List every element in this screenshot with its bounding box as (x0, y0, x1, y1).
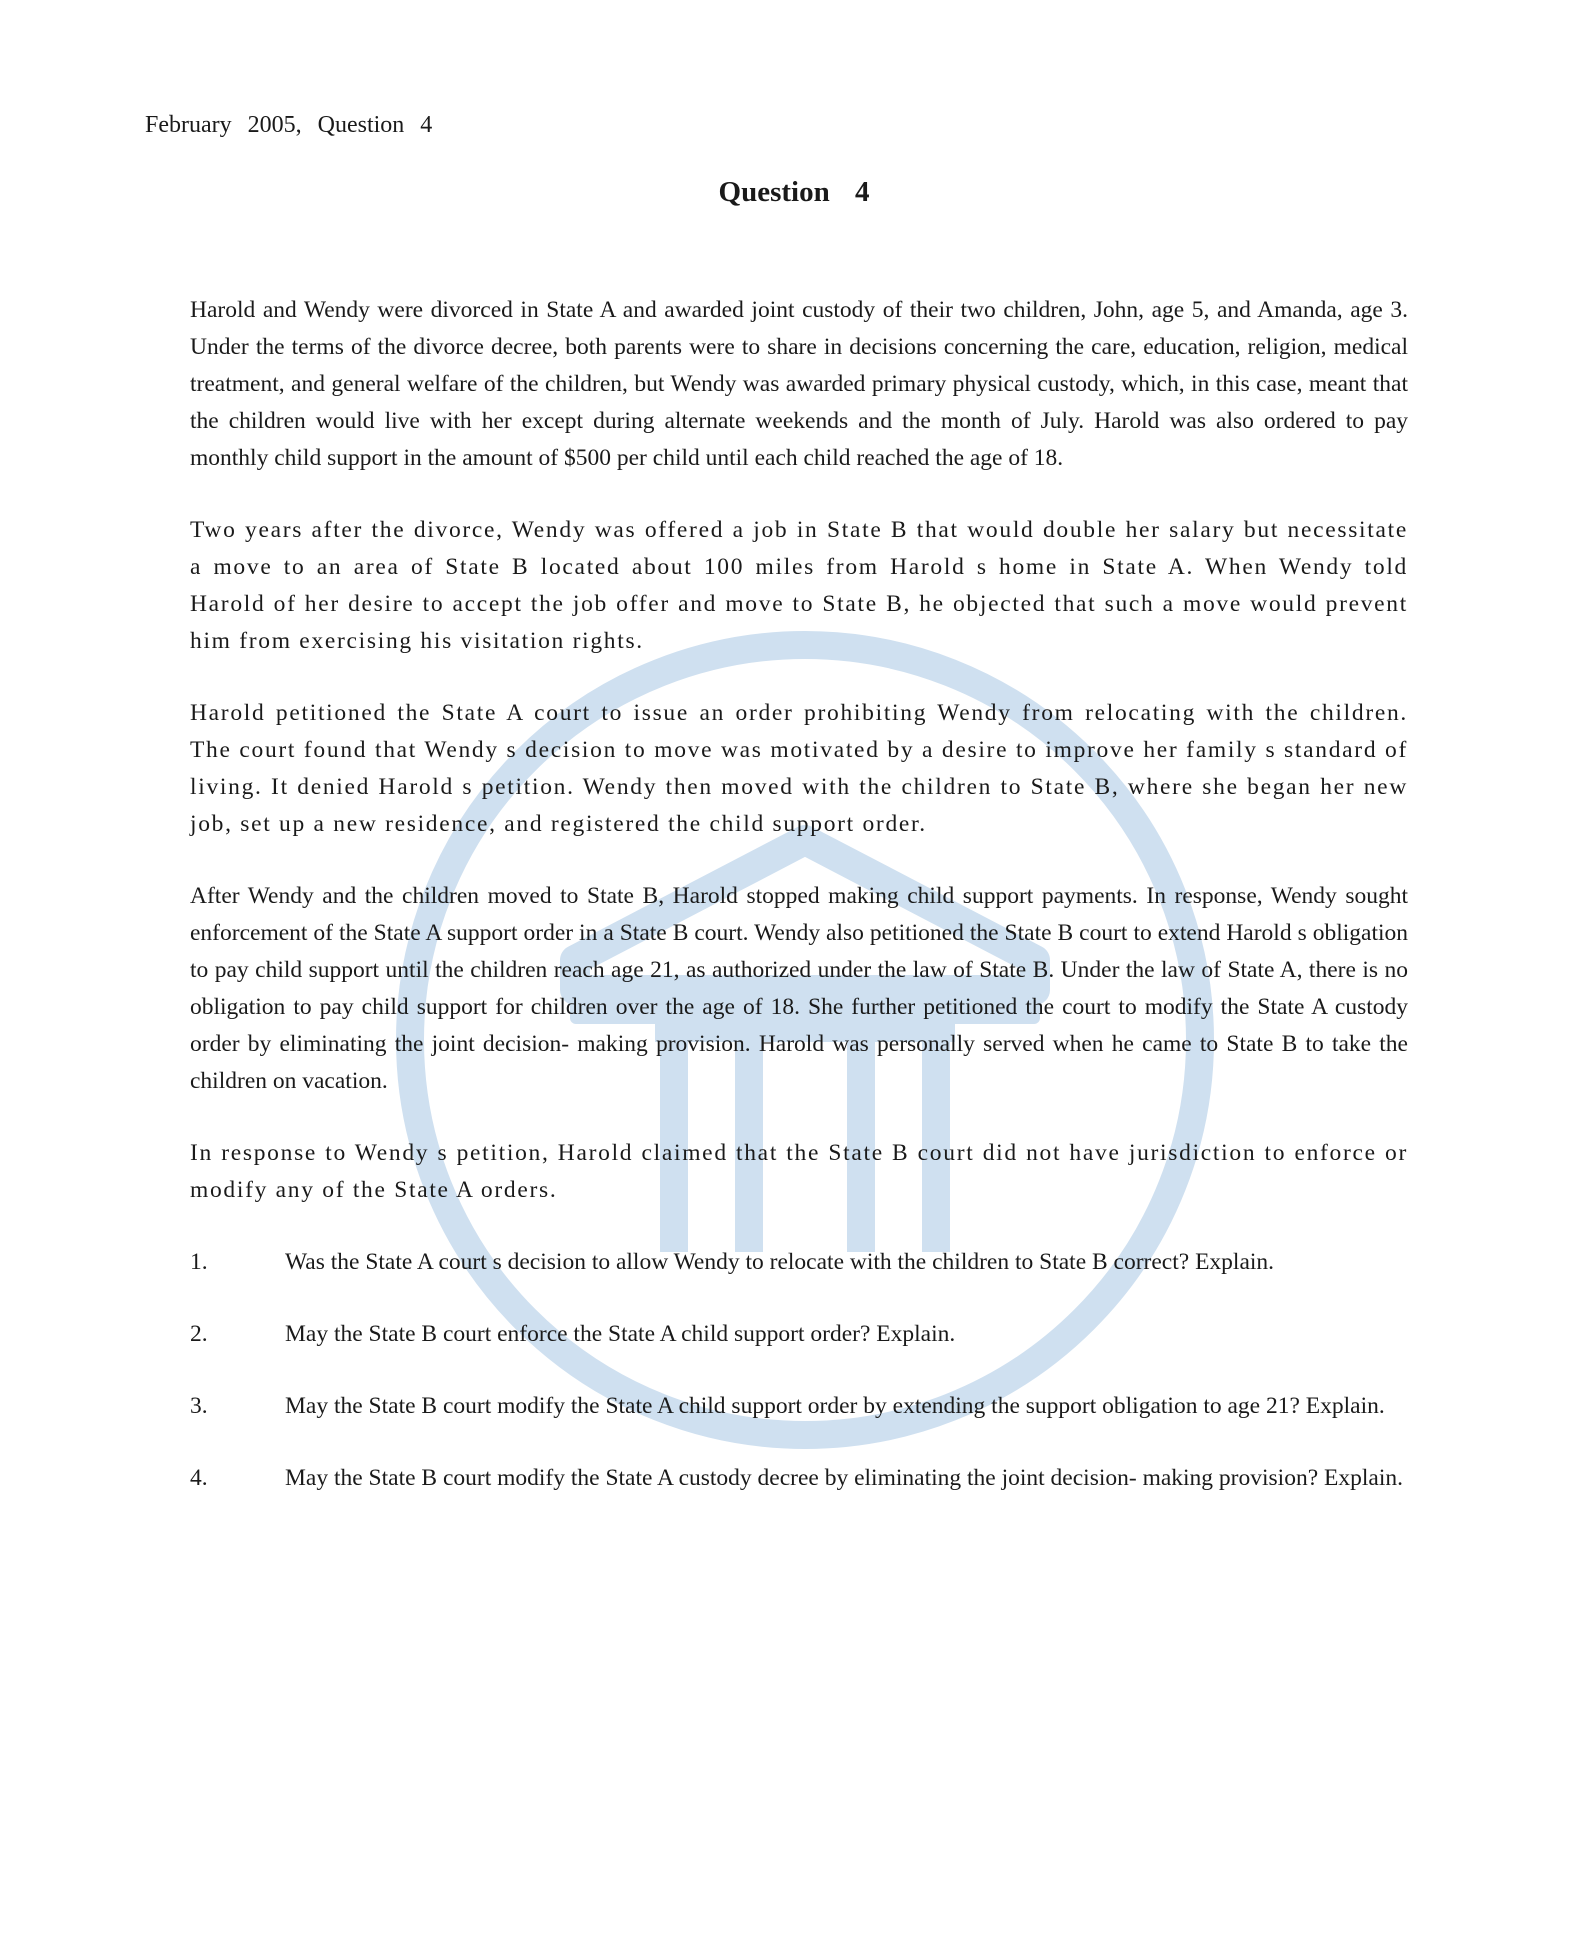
question-number: 2. (190, 1321, 208, 1347)
paragraph-petition: Harold petitioned the State A court to issue an order prohibiting Wendy from relocating with the children. The court found that Wendy s decision to move was motivated by a desire to improve her family s standard of living. It denied Harold s petition. Wendy then moved with the children to State B, where she began her new job, set up a new residence, and registered the child support order. (190, 700, 1408, 837)
paragraph-enforcement: After Wendy and the children moved to State B, Harold stopped making child support payments. In response, Wendy sought enforcement of the State A support order in a State B court. Wendy also petitioned the State B court to extend Harold s obligation to pay child support until the children reach age 21, as authorized under the law of State B. Under the law of State A, there is no obligation to pay child support for children over the age of 18. She further petitioned the court to modify the State A custody order by eliminating the joint decision- making provision. Harold was personally served when he came to State B to take the children on vacation. (190, 883, 1408, 1094)
question-body (190, 292, 1408, 1532)
question-number: 1. (190, 1249, 208, 1275)
question-number: 3. (190, 1393, 208, 1419)
question-number: 4. (190, 1465, 208, 1491)
document-source-label: February 2005, Question 4 (145, 112, 433, 138)
paragraph-response: In response to Wendy s petition, Harold claimed that the State B court did not have jurisdiction to enforce or modify any of the State A orders. (190, 1140, 1408, 1203)
page-title: Question 4 (718, 176, 870, 208)
question-text: Was the State A court s decision to allow Wendy to relocate with the children to State B correct? Explain. (285, 1249, 1275, 1275)
question-text: May the State B court enforce the State A child support order? Explain. (285, 1321, 956, 1347)
question-item (190, 1388, 1408, 1425)
question-item (190, 1316, 1408, 1353)
question-item (190, 1244, 1408, 1281)
paragraph-job-offer: Two years after the divorce, Wendy was offered a job in State B that would double her salary but necessitate a move to an area of State B located about 100 miles from Harold s home in State A. When Wendy told Harold of her desire to accept the job offer and move to State B, he objected that such a move would prevent him from exercising his visitation rights. (190, 517, 1408, 654)
question-text: May the State B court modify the State A custody decree by eliminating the joint decision- making provision? Explain. (285, 1465, 1403, 1491)
paragraph-facts: Harold and Wendy were divorced in State A and awarded joint custody of their two children, John, age 5, and Amanda, age 3. Under the terms of the divorce decree, both parents were to share in decisions concerning the care, education, religion, medical treatment, and general welfare of the children, but Wendy was awarded primary physical custody, which, in this case, meant that the children would live with her except during alternate weekends and the month of July. Harold was also ordered to pay monthly child support in the amount of $500 per child until each child reached the age of 18. (190, 297, 1408, 471)
question-list (190, 1244, 1408, 1497)
question-text: May the State B court modify the State A child support order by extending the support obligation to age 21? Explain. (285, 1393, 1385, 1419)
question-item (190, 1460, 1408, 1497)
